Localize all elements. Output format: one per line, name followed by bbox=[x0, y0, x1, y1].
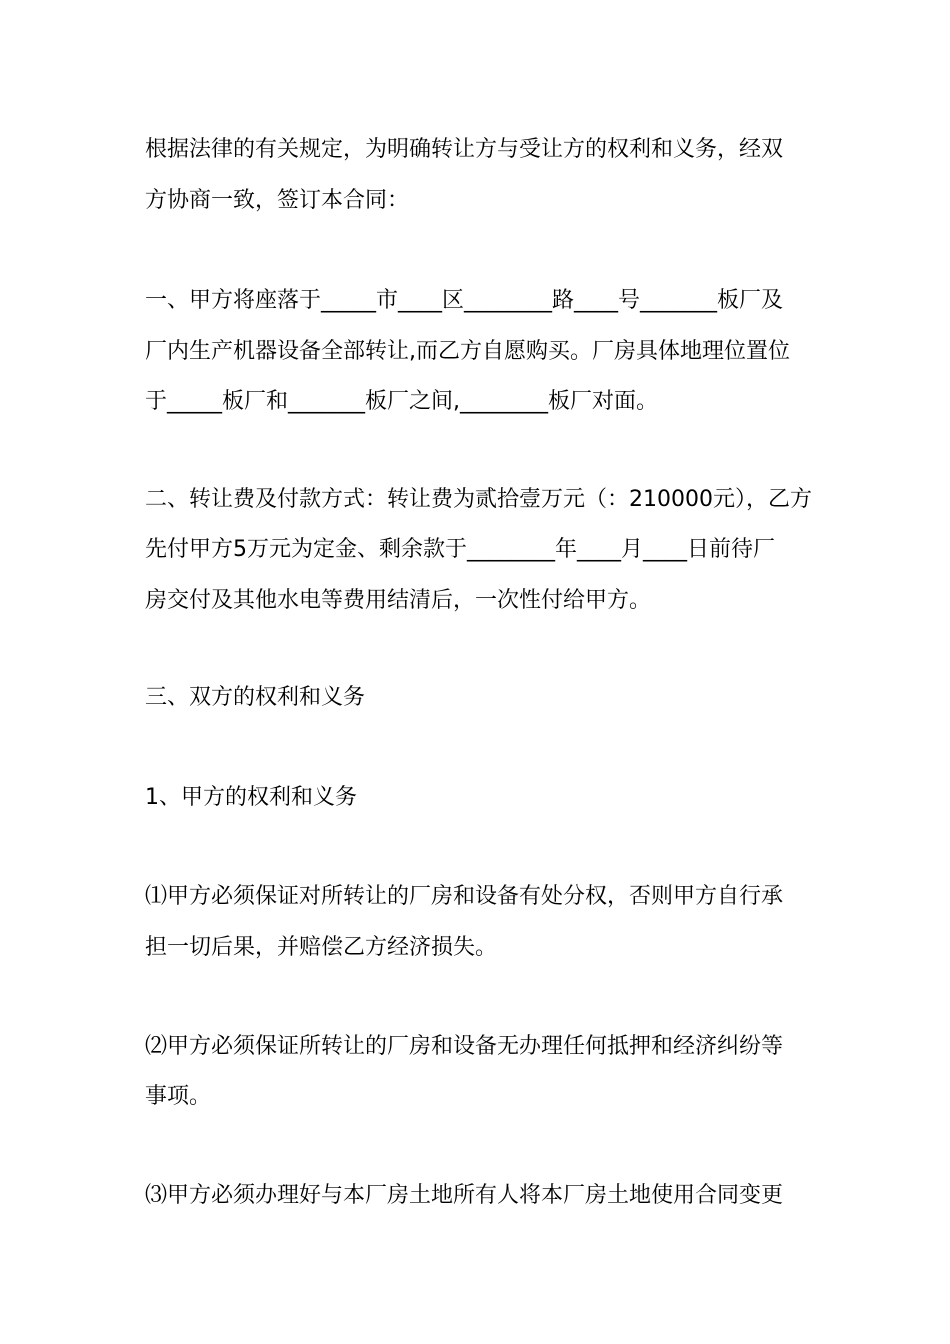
section-3-heading: 三、双方的权利和义务 bbox=[145, 685, 366, 710]
intro-line-1: 根据法律的有关规定，为明确转让方与受让方的权利和义务，经双 bbox=[145, 137, 784, 162]
intro-line-2: 方协商一致，签订本合同： bbox=[145, 188, 410, 213]
clause-2-line-3: 房交付及其他水电等费用结清后，一次性付给甲方。 bbox=[145, 588, 652, 613]
item-2-line-2: 事项。 bbox=[145, 1084, 212, 1109]
item-1-line-1: ⑴甲方必须保证对所转让的厂房和设备有处分权，否则甲方自行承 bbox=[145, 884, 784, 909]
clause-1-line-3: 于_____板厂和_______板厂之间,________板厂对面。 bbox=[145, 389, 658, 414]
item-1-line-2: 担一切后果，并赔偿乙方经济损失。 bbox=[145, 935, 498, 960]
clause-1-line-2: 厂内生产机器设备全部转让,而乙方自愿购买。厂房具体地理位置位 bbox=[145, 339, 790, 364]
clause-2-line-2: 先付甲方5万元为定金、剩余款于________年____月____日前待厂 bbox=[145, 537, 775, 562]
clause-2-line-1: 二、转让费及付款方式：转让费为贰拾壹万元（：210000元），乙方 bbox=[145, 487, 812, 512]
subsection-1-heading: 1、甲方的权利和义务 bbox=[145, 785, 357, 810]
clause-1-line-1: 一、甲方将座落于_____市____区________路____号_______板厂及 bbox=[145, 288, 784, 313]
item-3-line-1: ⑶甲方必须办理好与本厂房土地所有人将本厂房土地使用合同变更 bbox=[145, 1183, 784, 1208]
item-2-line-1: ⑵甲方必须保证所转让的厂房和设备无办理任何抵押和经济纠纷等 bbox=[145, 1034, 784, 1059]
